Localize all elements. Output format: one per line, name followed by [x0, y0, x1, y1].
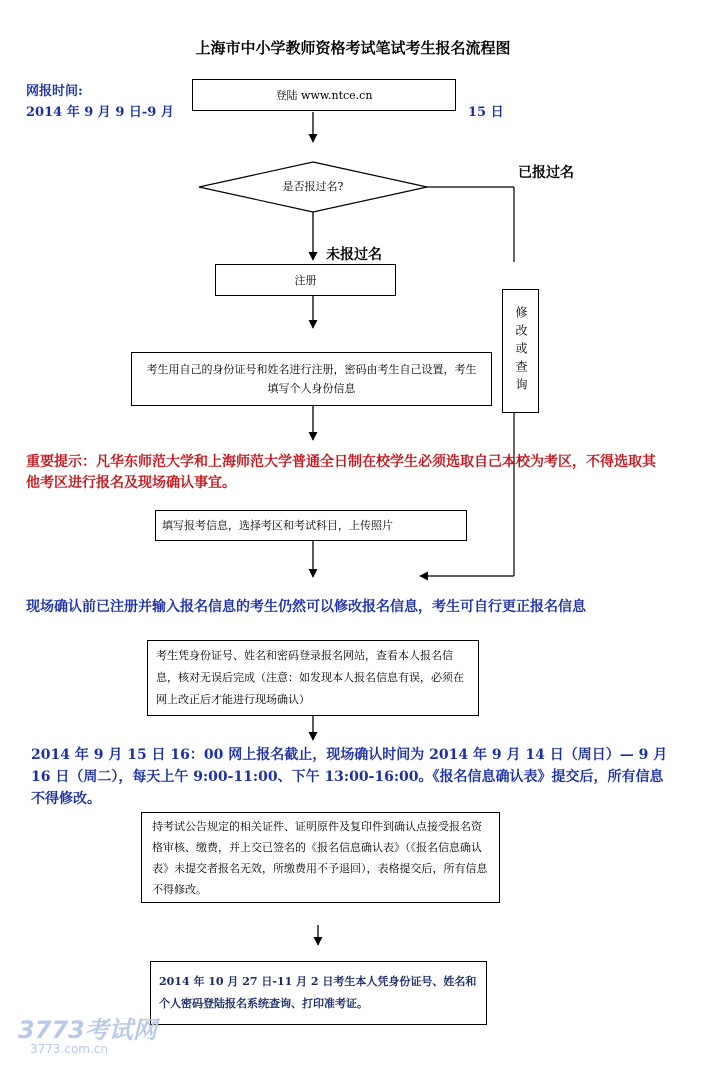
step-register-desc: 考生用自己的身份证号和姓名进行注册，密码由考生自己设置，考生填写个人身份信息: [131, 352, 492, 406]
online-period-end: 15 日: [468, 105, 504, 120]
modify-notice: 现场确认前已注册并输入报名信息的考生仍然可以修改报名信息，考生可自行更正报名信息: [26, 599, 586, 615]
online-period-dates: 2014 年 9 月 9 日-9 月: [26, 105, 174, 120]
watermark-brand: 3773考试网: [18, 1016, 157, 1044]
modify-or-query-box: [502, 289, 539, 413]
step-onsite-confirm: 持考试公告规定的相关证件、证明原件及复印件到确认点接受报名资格审核、缴费，并上交已签名的《报名信息确认表》（《报名信息确认表》未提交者报名无效，所缴费用不予退回），表格提交后，所有信息不得修改。: [141, 812, 500, 903]
important-notice: 重要提示：凡华东师范大学和上海师范大学普通全日制在校学生必须选取自己本校为考区，不得选取其他考区进行报名及现场确认事宜。: [26, 454, 656, 491]
modify-or-query-label: 修改或查询: [514, 306, 528, 396]
already-registered-label: 已报过名: [518, 165, 574, 181]
page-title: 上海市中小学教师资格考试笔试考生报名流程图: [195, 39, 511, 57]
step-register: 注册: [215, 264, 396, 296]
decision-label: 是否报过名?: [282, 180, 344, 193]
deadline-notice: 2014 年 9 月 15 日 16：00 网上报名截止，现场确认时间为 2014 年 9 月 14 日（周日）— 9 月 16 日（周二），每天上午 9:00-11:00、下午 13:00-16:00。《报名信息确认表》提交后，所有信息不得修改。: [31, 747, 668, 807]
step-print-ticket: 2014 年 10 月 27 日-11 月 2 日考生本人凭身份证号、姓名和个人密码登陆报名系统查询、打印准考证。: [150, 961, 487, 1025]
online-period-label: 网报时间:: [26, 84, 83, 99]
not-registered-label: 未报过名: [326, 247, 382, 263]
watermark-url: 3773.com.cn: [30, 1042, 108, 1056]
step-login: 登陆 www.ntce.cn: [192, 79, 456, 111]
step-fill-info: 填写报考信息，选择考区和考试科目，上传照片: [155, 510, 467, 541]
step-check-info: 考生凭身份证号、姓名和密码登录报名网站，查看本人报名信息，核对无误后完成（注意：如发现本人报名信息有误，必须在网上改正后才能进行现场确认）: [147, 640, 479, 716]
